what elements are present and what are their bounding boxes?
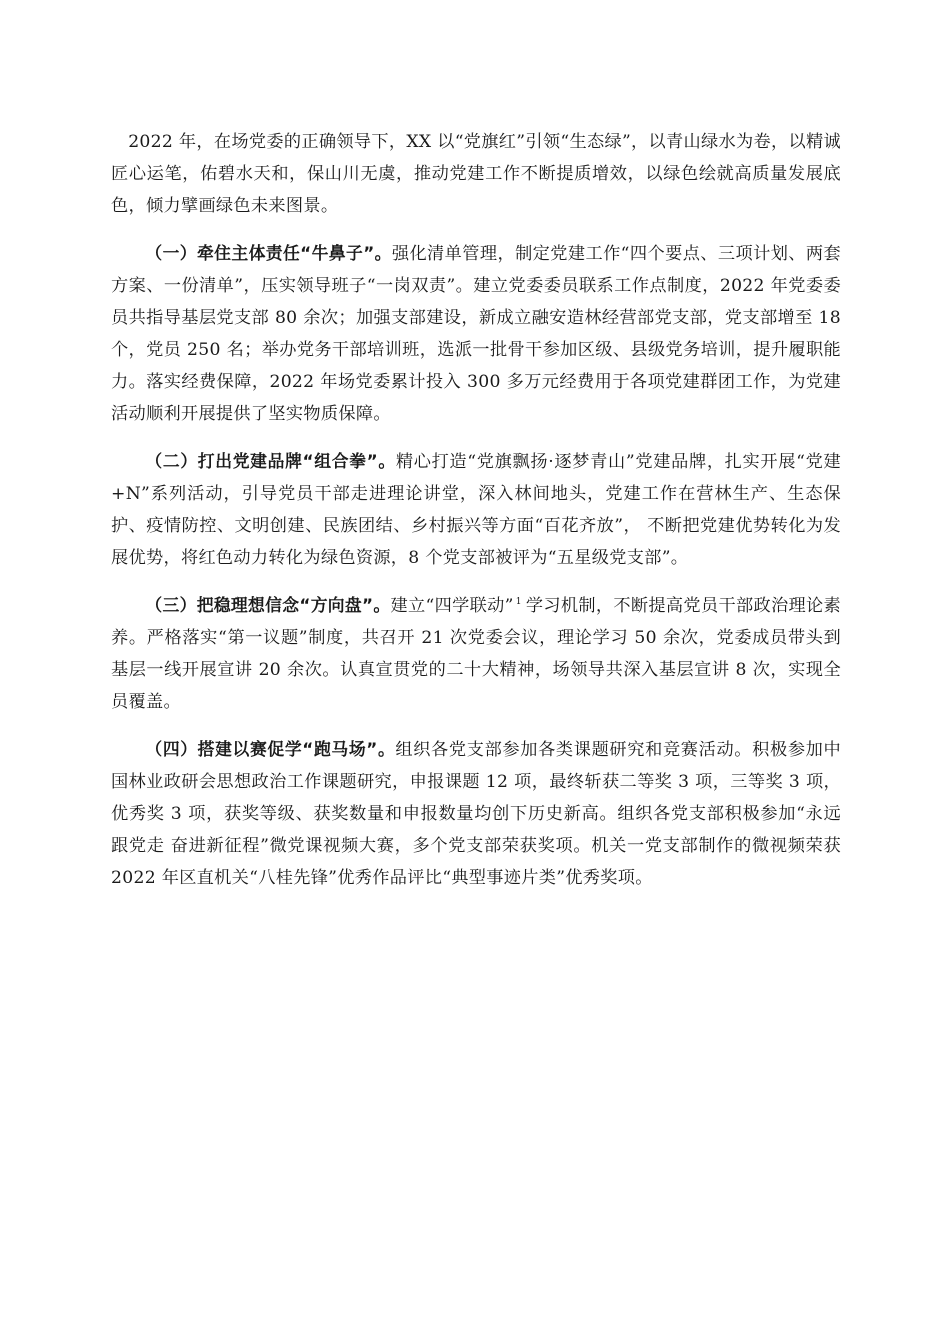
section-2-body: 精心打造“党旗飘扬·逐梦青山”党建品牌，扎实开展“党建+N”系列活动，引导党员干部走进理论讲堂，深入林间地头，党建工作在营林生产、生态保护、疫情防控、文明创建、民族团结、乡村振兴等方面“百花齐放”， 不断把党建优势转化为发展优势，将红色动力转化为绿色资源，8 个党支部被评为“五星级党支部”。 bbox=[111, 452, 841, 568]
section-2-heading: （二）打出党建品牌“组合拳”。 bbox=[145, 451, 396, 471]
section-3-body-end: 学习机制，不断提高党员干部政治理论素养。严格落实“第一议题”制度，共召开 21 次党委会议，理论学习 50 余次，党委成员带头到基层一线开展宣讲 20 余次。认真宣贯党的二十大精神，场领导共深入基层宣讲 8 次，实现全员覆盖。 bbox=[111, 596, 842, 712]
section-3-heading: （三）把稳理想信念“方向盘”。 bbox=[145, 595, 391, 615]
section-3-body-start: 建立“四学联动” bbox=[390, 596, 514, 616]
section-4-body: 组织各党支部参加各类课题研究和竞赛活动。积极参加中国林业政研会思想政治工作课题研究，申报课题 12 项，最终斩获二等奖 3 项，三等奖 3 项，优秀奖 3 项，获奖等级、获奖数量和申报数量均创下历史新高。组织各党支部积极参加“永远跟党走 奋进新征程”微党课视频大赛，多个党支部荣获奖项。机关一党支部制作的微视频荣获 2022 年区直机关“八桂先锋”优秀作品评比“典型事迹片类”优秀奖项。 bbox=[111, 740, 841, 888]
section-4-heading: （四）搭建以赛促学“跑马场”。 bbox=[145, 739, 396, 759]
section-1-heading: （一）牵住主体责任“牛鼻子”。 bbox=[145, 243, 392, 263]
section-1-paragraph bbox=[111, 237, 841, 430]
footnote-mark[interactable]: 1 bbox=[515, 597, 522, 608]
section-4-paragraph bbox=[111, 733, 841, 894]
intro-paragraph: 2022 年，在场党委的正确领导下，XX 以“党旗红”引领“生态绿”，以青山绿水为卷，以精诚匠心运笔，佑碧水天和，保山川无虞，推动党建工作不断提质增效，以绿色绘就高质量发展底色，倾力擘画绿色未来图景。 bbox=[111, 132, 841, 216]
section-2-paragraph bbox=[111, 445, 841, 574]
section-1-body: 强化清单管理，制定党建工作“四个要点、三项计划、两套方案、一份清单”，压实领导班子“一岗双责”。建立党委委员联系工作点制度，2022 年党委委员共指导基层党支部 80 余次；加强支部建设，新成立融安造林经营部党支部，党支部增至 18 个，党员 250 名；举办党务干部培训班，选派一批骨干参加区级、县级党务培训，提升履职能力。落实经费保障，2022 年场党委累计投入 300 多万元经费用于各项党建群团工作，为党建活动顺利开展提供了坚实物质保障。 bbox=[111, 244, 842, 424]
document-body bbox=[111, 126, 841, 909]
section-3-paragraph bbox=[111, 589, 841, 718]
